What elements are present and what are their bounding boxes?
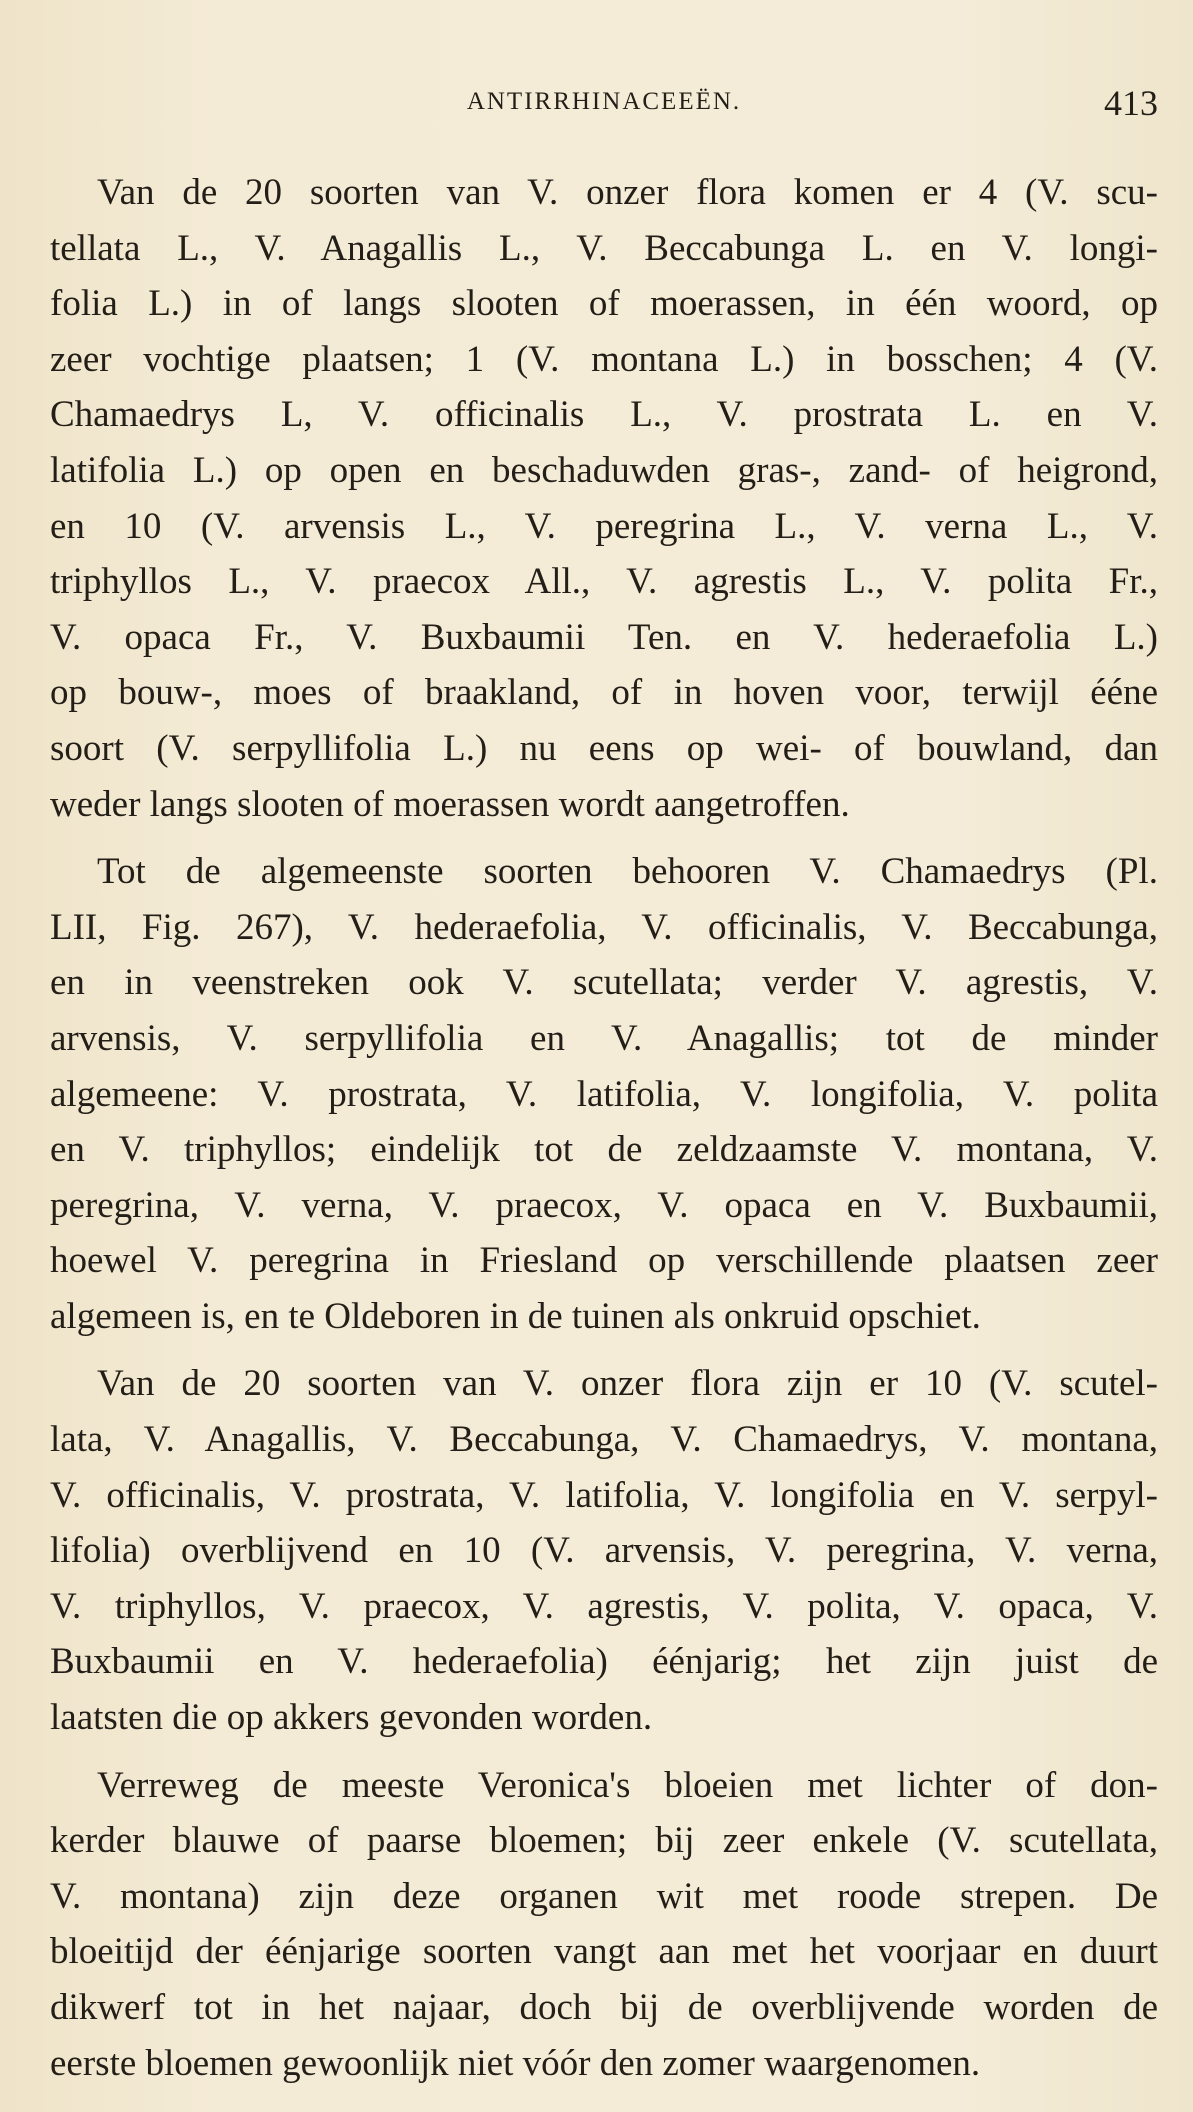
page-number: 413: [1104, 83, 1158, 123]
text-line: en 10 (V. arvensis L., V. peregrina L., V. verna L., V.: [50, 505, 1158, 547]
text-line: soort (V. serpyllifolia L.) nu eens op wei- of bouwland, dan: [50, 727, 1158, 769]
page-header: [50, 82, 1158, 132]
body-text: [50, 165, 1158, 2103]
text-line: LII, Fig. 267), V. hederaefolia, V. officinalis, V. Beccabunga,: [50, 906, 1158, 948]
paragraph: [50, 165, 1158, 832]
text-line: lifolia) overblijvend en 10 (V. arvensis, V. peregrina, V. verna,: [50, 1530, 1158, 1572]
text-line: Van de 20 soorten van V. onzer flora komen er 4 (V. scu-: [97, 172, 1158, 213]
text-line: V. montana) zijn deze organen wit met roode strepen. De: [50, 1875, 1158, 1917]
text-line: Tot de algemeenste soorten behooren V. Chamaedrys (Pl.: [97, 851, 1158, 893]
text-line: op bouw-, moes of braakland, of in hoven voor, terwijl ééne: [50, 672, 1158, 714]
text-line: folia L.) in of langs slooten of moerassen, in één woord, op: [50, 283, 1158, 325]
text-line: Van de 20 soorten van V. onzer flora zijn er 10 (V. scutel-: [97, 1363, 1158, 1405]
text-line: hoewel V. peregrina in Friesland op verschillende plaatsen zeer: [50, 1240, 1158, 1282]
text-line: en V. triphyllos; eindelijk tot de zeldzaamste V. montana, V.: [50, 1129, 1158, 1171]
paragraph: [50, 844, 1158, 1344]
text-line: Chamaedrys L, V. officinalis L., V. prostrata L. en V.: [50, 394, 1158, 436]
text-line: dikwerf tot in het najaar, doch bij de overblijvende worden de: [50, 1987, 1158, 2028]
paragraph: [50, 1356, 1158, 1745]
text-line: peregrina, V. verna, V. praecox, V. opaca en V. Buxbaumii,: [50, 1184, 1158, 1226]
text-line: V. triphyllos, V. praecox, V. agrestis, V. polita, V. opaca, V.: [50, 1585, 1158, 1627]
running-head: ANTIRRHINACEEËN.: [466, 88, 742, 115]
text-line: kerder blauwe of paarse bloemen; bij zeer enkele (V. scutellata,: [50, 1820, 1158, 1862]
text-line: Buxbaumii en V. hederaefolia) éénjarig; het zijn juist de: [50, 1641, 1158, 1683]
text-line: V. opaca Fr., V. Buxbaumii Ten. en V. hederaefolia L.): [50, 616, 1158, 658]
text-line: en in veenstreken ook V. scutellata; verder V. agrestis, V.: [50, 962, 1158, 1004]
text-line: Verreweg de meeste Veronica's bloeien met lichter of don-: [97, 1764, 1158, 1806]
text-line: weder langs slooten of moerassen wordt aangetroffen.: [50, 783, 850, 825]
text-line: triphyllos L., V. praecox All., V. agrestis L., V. polita Fr.,: [50, 561, 1158, 603]
text-line: laatsten die op akkers gevonden worden.: [50, 1697, 653, 1739]
paragraph: [50, 1758, 1158, 2092]
text-line: arvensis, V. serpyllifolia en V. Anagallis; tot de minder: [50, 1017, 1158, 1059]
text-line: algemeen is, en te Oldeboren in de tuinen als onkruid opschiet.: [50, 1295, 981, 1337]
text-line: bloeitijd der éénjarige soorten vangt aan met het voorjaar en duurt: [50, 1931, 1158, 1973]
text-line: tellata L., V. Anagallis L., V. Beccabunga L. en V. longi-: [50, 227, 1158, 269]
text-line: eerste bloemen gewoonlijk niet vóór den zomer waargenomen.: [50, 2042, 981, 2084]
text-line: algemeene: V. prostrata, V. latifolia, V. longifolia, V. polita: [50, 1073, 1158, 1115]
text-line: V. officinalis, V. prostrata, V. latifolia, V. longifolia en V. serpyl-: [50, 1474, 1158, 1516]
text-line: zeer vochtige plaatsen; 1 (V. montana L.) in bosschen; 4 (V.: [50, 338, 1158, 380]
text-line: latifolia L.) op open en beschaduwden gras-, zand- of heigrond,: [50, 449, 1158, 491]
text-line: lata, V. Anagallis, V. Beccabunga, V. Chamaedrys, V. montana,: [50, 1419, 1158, 1461]
